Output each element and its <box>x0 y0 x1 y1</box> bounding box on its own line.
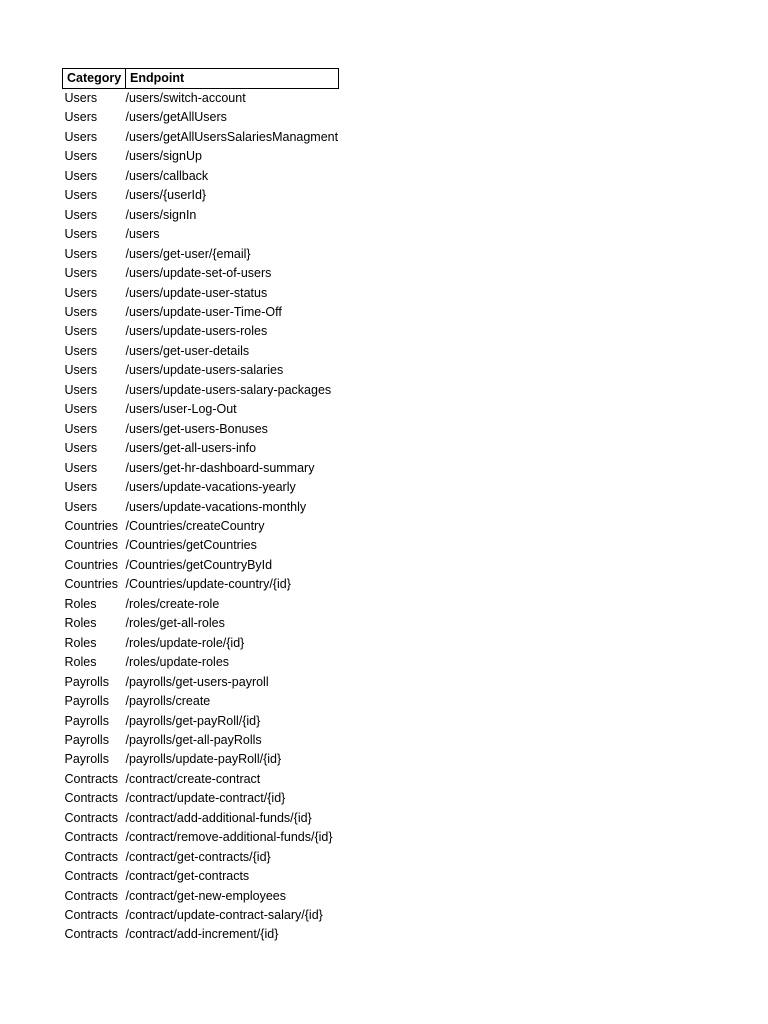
endpoint-cell: /payrolls/get-all-payRolls <box>125 732 262 747</box>
endpoint-cell: /users/update-user-status <box>125 285 268 300</box>
table-row <box>63 653 339 672</box>
category-cell: Contracts <box>64 908 118 923</box>
table-row <box>63 108 339 127</box>
table-row <box>63 712 339 731</box>
category-cell: Payrolls <box>64 674 109 689</box>
endpoint-cell: /contract/get-contracts/{id} <box>125 849 271 864</box>
endpoint-cell: /contract/remove-additional-funds/{id} <box>125 830 333 845</box>
category-cell: Roles <box>64 616 97 631</box>
endpoint-document <box>62 68 339 945</box>
table-row <box>63 692 339 711</box>
endpoint-cell: /users/get-hr-dashboard-summary <box>125 460 315 475</box>
table-row <box>63 264 339 283</box>
table-row <box>63 634 339 653</box>
table-row <box>63 828 339 847</box>
endpoint-cell: /contract/get-new-employees <box>125 888 286 903</box>
category-cell: Countries <box>64 538 118 553</box>
endpoint-cell: /Countries/getCountries <box>125 538 257 553</box>
endpoint-cell: /users/update-users-roles <box>125 324 268 339</box>
category-cell: Users <box>64 402 98 417</box>
category-cell: Countries <box>64 577 118 592</box>
table-row <box>63 595 339 614</box>
table-row <box>63 167 339 186</box>
endpoint-cell: /users <box>125 227 160 242</box>
endpoint-cell: /users/getAllUsers <box>125 110 227 125</box>
category-cell: Users <box>64 227 98 242</box>
table-row <box>63 809 339 828</box>
endpoint-cell: /Countries/getCountryById <box>125 557 273 572</box>
column-header-endpoint: Endpoint <box>126 69 339 89</box>
category-cell: Users <box>64 188 98 203</box>
table-row <box>63 498 339 517</box>
endpoint-cell: /payrolls/create <box>125 694 211 709</box>
table-row <box>63 848 339 867</box>
endpoint-cell: /users/update-vacations-monthly <box>125 499 307 514</box>
category-cell: Contracts <box>64 888 118 903</box>
endpoint-cell: /payrolls/update-payRoll/{id} <box>125 752 282 767</box>
endpoint-cell: /contract/update-contract-salary/{id} <box>125 908 323 923</box>
category-cell: Users <box>64 129 98 144</box>
category-cell: Users <box>64 110 98 125</box>
table-row <box>63 186 339 205</box>
table-row <box>63 439 339 458</box>
endpoint-cell: /contract/update-contract/{id} <box>125 791 286 806</box>
category-cell: Users <box>64 285 98 300</box>
endpoint-cell: /users/update-set-of-users <box>125 266 272 281</box>
category-cell: Countries <box>64 557 118 572</box>
category-cell: Contracts <box>64 810 118 825</box>
table-row <box>63 517 339 536</box>
category-cell: Users <box>64 343 98 358</box>
table-row <box>63 225 339 244</box>
table-row <box>63 575 339 594</box>
table-row <box>63 536 339 555</box>
endpoint-cell: /users/get-user-details <box>125 343 250 358</box>
category-cell: Contracts <box>64 849 118 864</box>
category-cell: Users <box>64 421 98 436</box>
endpoint-cell: /contract/add-additional-funds/{id} <box>125 810 312 825</box>
category-cell: Roles <box>64 596 97 611</box>
table-row <box>63 420 339 439</box>
table-row <box>63 459 339 478</box>
category-cell: Users <box>64 480 98 495</box>
endpoint-cell: /users/signIn <box>125 207 197 222</box>
endpoint-cell: /users/getAllUsersSalariesManagment <box>125 129 339 144</box>
category-cell: Users <box>64 207 98 222</box>
endpoint-cell: /roles/create-role <box>125 596 220 611</box>
table-row <box>63 887 339 906</box>
category-cell: Users <box>64 304 98 319</box>
table-row <box>63 361 339 380</box>
endpoint-cell: /users/get-users-Bonuses <box>125 421 268 436</box>
table-row <box>63 750 339 769</box>
category-cell: Users <box>64 246 98 261</box>
table-row <box>63 478 339 497</box>
table-row <box>63 245 339 264</box>
category-cell: Payrolls <box>64 694 109 709</box>
endpoint-cell: /users/update-user-Time-Off <box>125 304 282 319</box>
category-cell: Users <box>64 363 98 378</box>
table-row <box>63 906 339 925</box>
category-cell: Contracts <box>64 771 118 786</box>
table-row <box>63 400 339 419</box>
endpoint-cell: /roles/get-all-roles <box>125 616 225 631</box>
category-cell: Countries <box>64 518 118 533</box>
column-header-category: Category <box>63 69 126 89</box>
category-cell: Roles <box>64 655 97 670</box>
endpoint-cell: /Countries/update-country/{id} <box>125 577 291 592</box>
category-cell: Users <box>64 499 98 514</box>
endpoint-cell: /payrolls/get-payRoll/{id} <box>125 713 261 728</box>
table-row <box>63 673 339 692</box>
table-row <box>63 206 339 225</box>
endpoint-cell: /users/callback <box>125 168 209 183</box>
endpoint-cell: /roles/update-role/{id} <box>125 635 245 650</box>
table-body <box>63 89 339 945</box>
table-row <box>63 89 339 109</box>
category-cell: Users <box>64 382 98 397</box>
category-cell: Users <box>64 441 98 456</box>
category-cell: Users <box>64 168 98 183</box>
table-row <box>63 789 339 808</box>
header-row <box>63 69 339 89</box>
category-cell: Roles <box>64 635 97 650</box>
table-row <box>63 925 339 944</box>
endpoint-cell: /contract/create-contract <box>125 771 261 786</box>
category-cell: Contracts <box>64 869 118 884</box>
category-cell: Users <box>64 324 98 339</box>
endpoint-cell: /payrolls/get-users-payroll <box>125 674 269 689</box>
table-row <box>63 342 339 361</box>
category-cell: Users <box>64 149 98 164</box>
endpoint-cell: /users/update-users-salaries <box>125 363 284 378</box>
endpoint-cell: /users/switch-account <box>125 91 246 105</box>
endpoint-cell: /Countries/createCountry <box>125 518 265 533</box>
category-cell: Users <box>64 266 98 281</box>
table-row <box>63 303 339 322</box>
category-cell: Contracts <box>64 830 118 845</box>
table-header <box>63 69 339 89</box>
endpoint-cell: /users/user-Log-Out <box>125 402 237 417</box>
endpoint-cell: /users/{userId} <box>125 188 207 203</box>
endpoint-table <box>62 68 339 945</box>
endpoint-cell: /users/signUp <box>125 149 202 164</box>
table-row <box>63 614 339 633</box>
category-cell: Payrolls <box>64 732 109 747</box>
table-row <box>63 322 339 341</box>
endpoint-cell: /users/get-all-users-info <box>125 441 257 456</box>
table-row <box>63 556 339 575</box>
table-row <box>63 867 339 886</box>
category-cell: Users <box>64 460 98 475</box>
table-row <box>63 381 339 400</box>
category-cell: Users <box>64 91 98 105</box>
table-row <box>63 284 339 303</box>
endpoint-cell: /roles/update-roles <box>125 655 230 670</box>
endpoint-cell: /users/update-users-salary-packages <box>125 382 332 397</box>
category-cell: Contracts <box>64 791 118 806</box>
endpoint-cell: /users/get-user/{email} <box>125 246 251 261</box>
table-row <box>63 770 339 789</box>
table-row <box>63 731 339 750</box>
category-cell: Payrolls <box>64 752 109 767</box>
endpoint-cell: /users/update-vacations-yearly <box>125 480 296 495</box>
endpoint-cell: /contract/get-contracts <box>125 869 250 884</box>
endpoint-cell: /contract/add-increment/{id} <box>125 927 279 942</box>
category-cell: Contracts <box>64 927 118 942</box>
table-row <box>63 147 339 166</box>
category-cell: Payrolls <box>64 713 109 728</box>
table-row <box>63 128 339 147</box>
